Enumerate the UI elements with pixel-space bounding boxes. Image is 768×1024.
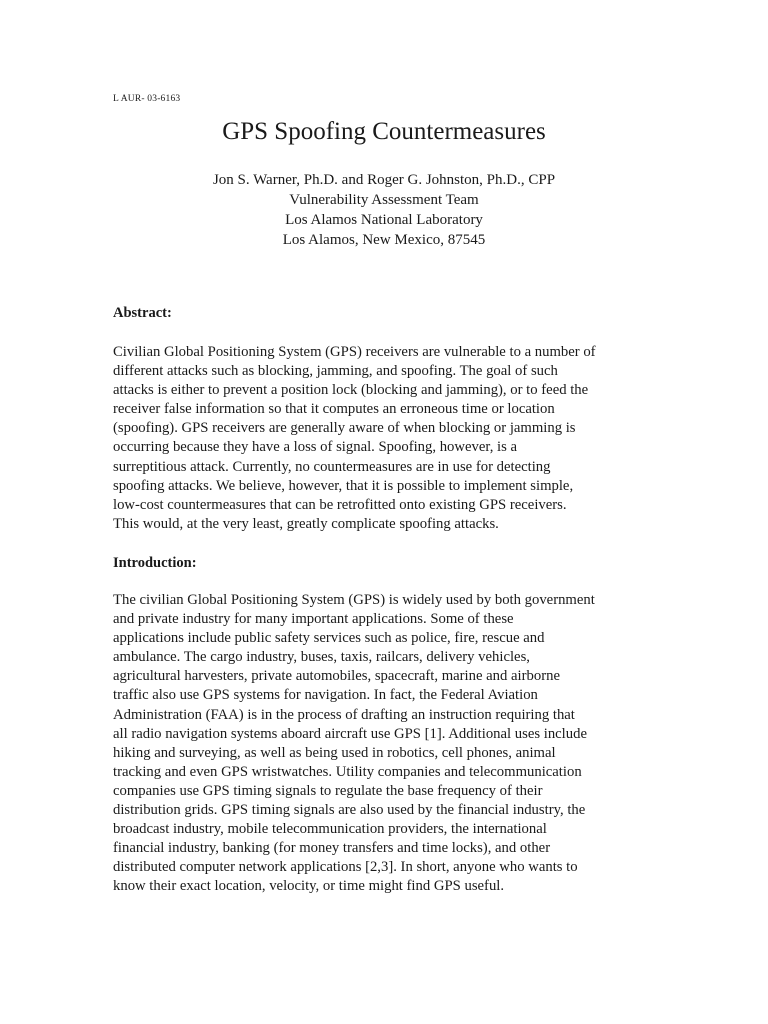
author-institution: Los Alamos National Laboratory xyxy=(285,212,483,228)
abstract-line: spoofing attacks. We believe, however, that it is possible to implement simple, xyxy=(113,477,574,494)
abstract-line: different attacks such as blocking, jamming, and spoofing. The goal of such xyxy=(113,363,558,380)
introduction-line: tracking and even GPS wristwatches. Utility companies and telecommunication xyxy=(113,763,582,780)
abstract-paragraph xyxy=(113,343,658,534)
introduction-line: broadcast industry, mobile telecommunication providers, the international xyxy=(113,821,547,838)
introduction-line: Administration (FAA) is in the process of drafting an instruction requiring that xyxy=(113,706,575,723)
abstract-line: surreptitious attack. Currently, no countermeasures are in use for detecting xyxy=(113,458,551,475)
introduction-line: traffic also use GPS systems for navigation. In fact, the Federal Aviation xyxy=(113,687,538,704)
author-block xyxy=(0,170,768,250)
author-names: Jon S. Warner, Ph.D. and Roger G. Johnston, Ph.D., CPP xyxy=(212,172,556,188)
introduction-line: all radio navigation systems aboard aircraft use GPS [1]. Additional uses include xyxy=(113,725,587,742)
introduction-line: distributed computer network applications [2,3]. In short, anyone who wants to xyxy=(113,859,578,876)
introduction-line: financial industry, banking (for money transfers and time locks), and other xyxy=(113,840,551,857)
introduction-line: companies use GPS timing signals to regulate the base frequency of their xyxy=(113,782,543,799)
abstract-line: receiver false information so that it computes an erroneous time or location xyxy=(113,401,555,418)
abstract-line: (spoofing). GPS receivers are generally aware of when blocking or jamming is xyxy=(113,420,576,437)
introduction-line: The civilian Global Positioning System (GPS) is widely used by both government xyxy=(113,592,595,608)
introduction-line: agricultural harvesters, private automobiles, spacecraft, marine and airborne xyxy=(113,668,560,685)
abstract-line: Civilian Global Positioning System (GPS) receivers are vulnerable to a number of xyxy=(113,344,596,360)
paper-title: GPS Spoofing Countermeasures xyxy=(222,118,546,145)
introduction-line: and private industry for many important applications. Some of these xyxy=(113,611,514,628)
introduction-line: ambulance. The cargo industry, buses, taxis, railcars, delivery vehicles, xyxy=(113,649,530,666)
introduction-paragraph xyxy=(113,591,658,897)
abstract-heading: Abstract: xyxy=(113,305,172,321)
introduction-line: know their exact location, velocity, or time might find GPS useful. xyxy=(113,878,505,895)
abstract-line: low-cost countermeasures that can be retrofitted onto existing GPS receivers. xyxy=(113,496,567,513)
abstract-line: occurring because they have a loss of signal. Spoofing, however, is a xyxy=(113,439,518,456)
author-address: Los Alamos, New Mexico, 87545 xyxy=(282,232,486,248)
report-number: L AUR- 03-6163 xyxy=(113,94,181,104)
introduction-line: distribution grids. GPS timing signals are also used by the financial industry, the xyxy=(113,802,586,819)
introduction-line: applications include public safety services such as police, fire, rescue and xyxy=(113,630,545,647)
abstract-line: This would, at the very least, greatly complicate spoofing attacks. xyxy=(113,515,499,532)
abstract-line: attacks is either to prevent a position lock (blocking and jamming), or to feed the xyxy=(113,382,589,399)
author-team: Vulnerability Assessment Team xyxy=(289,192,479,208)
introduction-line: hiking and surveying, as well as being used in robotics, cell phones, animal xyxy=(113,744,556,761)
introduction-heading: Introduction: xyxy=(113,555,197,571)
